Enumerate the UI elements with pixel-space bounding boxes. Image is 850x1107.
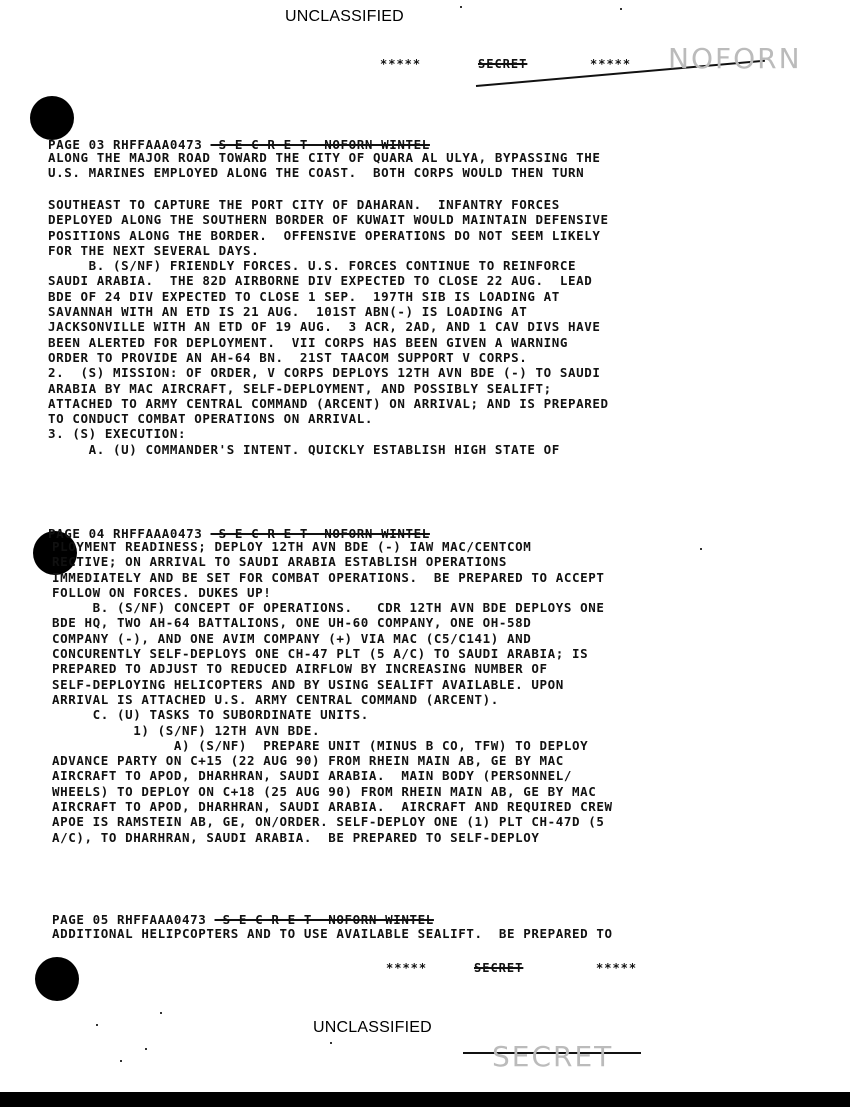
- faint-stamp-top: NOFORN: [668, 42, 802, 75]
- page-header-04-marking: S E C R E T NOFORN WINTEL: [210, 526, 430, 541]
- punch-hole-top: [30, 96, 74, 140]
- page-header-05-id: PAGE 05 RHFFAAA0473: [52, 912, 215, 927]
- scan-speck: [620, 8, 622, 10]
- top-classification-marking: UNCLASSIFIED: [285, 8, 404, 25]
- bottom-stars-right: *****: [596, 961, 638, 975]
- faint-stamp-bottom: SECRET: [492, 1040, 614, 1073]
- scan-speck: [120, 1060, 122, 1062]
- bottom-stars-left: *****: [386, 961, 428, 975]
- bottom-classification-marking: UNCLASSIFIED: [313, 1019, 432, 1036]
- scan-speck: [96, 1024, 98, 1026]
- page-header-03-id: PAGE 03 RHFFAAA0473: [48, 137, 211, 152]
- page-header-03-marking: S E C R E T NOFORN WINTEL: [210, 137, 430, 152]
- punch-hole-bottom: [35, 957, 79, 1001]
- page-05-block-1: ADDITIONAL HELIPCOPTERS AND TO USE AVAILABLE SEALIFT. BE PREPARED TO: [52, 926, 613, 941]
- page-03-block-2: SOUTHEAST TO CAPTURE THE PORT CITY OF DAHARAN. INFANTRY FORCES DEPLOYED ALONG THE SOUTHERN BORDER OF KUWAIT WOULD MAINTAIN DEFENSIVE POSITIONS ALONG THE BORDER. OFFENSIVE OPERATIONS DO NOT SEEM LIKELY FOR THE NEXT SEVERAL DAYS. B. (S/NF) FRIENDLY FORCES. U.S. FORCES CONTINUE TO REINFORCE SAUDI ARABIA. THE 82D AIRBORNE DIV EXPECTED TO CLOSE 22 AUG. LEAD BDE OF 24 DIV EXPECTED TO CLOSE 1 SEP. 197TH SIB IS LOADING AT SAVANNAH WITH AN ETD IS 21 AUG. 101ST ABN(-) IS LOADING AT JACKSONVILLE WITH AN ETD OF 19 AUG. 3 ACR, 2AD, AND 1 CAV DIVS HAVE BEEN ALERTED FOR DEPLOYMENT. VII CORPS HAS BEEN GIVEN A WARNING ORDER TO PROVIDE AN AH-64 BN. 21ST TAACOM SUPPORT V CORPS. 2. (S) MISSION: OF ORDER, V CORPS DEPLOYS 12TH AVN BDE (-) TO SAUDI ARABIA BY MAC AIRCRAFT, SELF-DEPLOYMENT, AND POSSIBLY SEALIFT; ATTACHED TO ARMY CENTRAL COMMAND (ARCENT) ON ARRIVAL; AND IS PREPARED TO CONDUCT COMBAT OPERATIONS ON ARRIVAL. 3. (S) EXECUTION: A. (U) COMMANDER'S INTENT. QUICKLY ESTABLISH HIGH STATE OF: [48, 197, 609, 457]
- page-03-block-1: ALONG THE MAJOR ROAD TOWARD THE CITY OF QUARA AL ULYA, BYPASSING THE U.S. MARINES EMPLOYED ALONG THE COAST. BOTH CORPS WOULD THEN TURN: [48, 150, 601, 181]
- page-04-block-1: PLOYMENT READINESS; DEPLOY 12TH AVN BDE (-) IAW MAC/CENTCOM RECTIVE; ON ARRIVAL TO SAUDI ARABIA ESTABLISH OPERATIONS IMMEDIATELY AND BE SET FOR COMBAT OPERATIONS. BE PREPARED TO ACCEPT FOLLOW ON FORCES. DUKES UP! B. (S/NF) CONCEPT OF OPERATIONS. CDR 12TH AVN BDE DEPLOYS ONE BDE HQ, TWO AH-64 BATTALIONS, ONE UH-60 COMPANY, ONE OH-58D COMPANY (-), AND ONE AVIM COMPANY (+) VIA MAC (C5/C141) AND CONCURENTLY SELF-DEPLOYS ONE CH-47 PLT (5 A/C) TO SAUDI ARABIA; IS PREPARED TO ADJUST TO REDUCED AIRFLOW BY INCREASING NUMBER OF SELF-DEPLOYING HELICOPTERS AND BY USING SEALIFT AVAILABLE. UPON ARRIVAL IS ATTACHED U.S. ARMY CENTRAL COMMAND (ARCENT). C. (U) TASKS TO SUBORDINATE UNITS. 1) (S/NF) 12TH AVN BDE. A) (S/NF) PREPARE UNIT (MINUS B CO, TFW) TO DEPLOY ADVANCE PARTY ON C+15 (22 AUG 90) FROM RHEIN MAIN AB, GE BY MAC AIRCRAFT TO APOD, DHARHRAN, SAUDI ARABIA. MAIN BODY (PERSONNEL/ WHEELS) TO DEPLOY ON C+18 (25 AUG 90) FROM RHEIN MAIN AB, GE BY MAC AIRCRAFT TO APOD, DHARHRAN, SAUDI ARABIA. AIRCRAFT AND REQUIRED CREW APOE IS RAMSTEIN AB, GE, ON/ORDER. SELF-DEPLOY ONE (1) PLT CH-47D (5 A/C), TO DHARHRAN, SAUDI ARABIA. BE PREPARED TO SELF-DEPLOY: [52, 539, 613, 845]
- scan-speck: [460, 6, 462, 8]
- top-secret-struck: SECRET: [478, 57, 528, 71]
- scan-speck: [330, 1042, 332, 1044]
- page-header-05: [52, 912, 434, 927]
- top-stars-left: *****: [380, 57, 422, 71]
- scan-speck: [700, 548, 702, 550]
- bottom-secret-struck: SECRET: [474, 961, 524, 975]
- scan-edge-bar: [0, 1092, 850, 1107]
- page-header-04-id: PAGE 04 RHFFAAA0473: [48, 526, 211, 541]
- top-stars-right: *****: [590, 57, 632, 71]
- scan-speck: [160, 1012, 162, 1014]
- page-header-05-marking: S E C R E T NOFORN WINTEL: [214, 912, 434, 927]
- scan-speck: [145, 1048, 147, 1050]
